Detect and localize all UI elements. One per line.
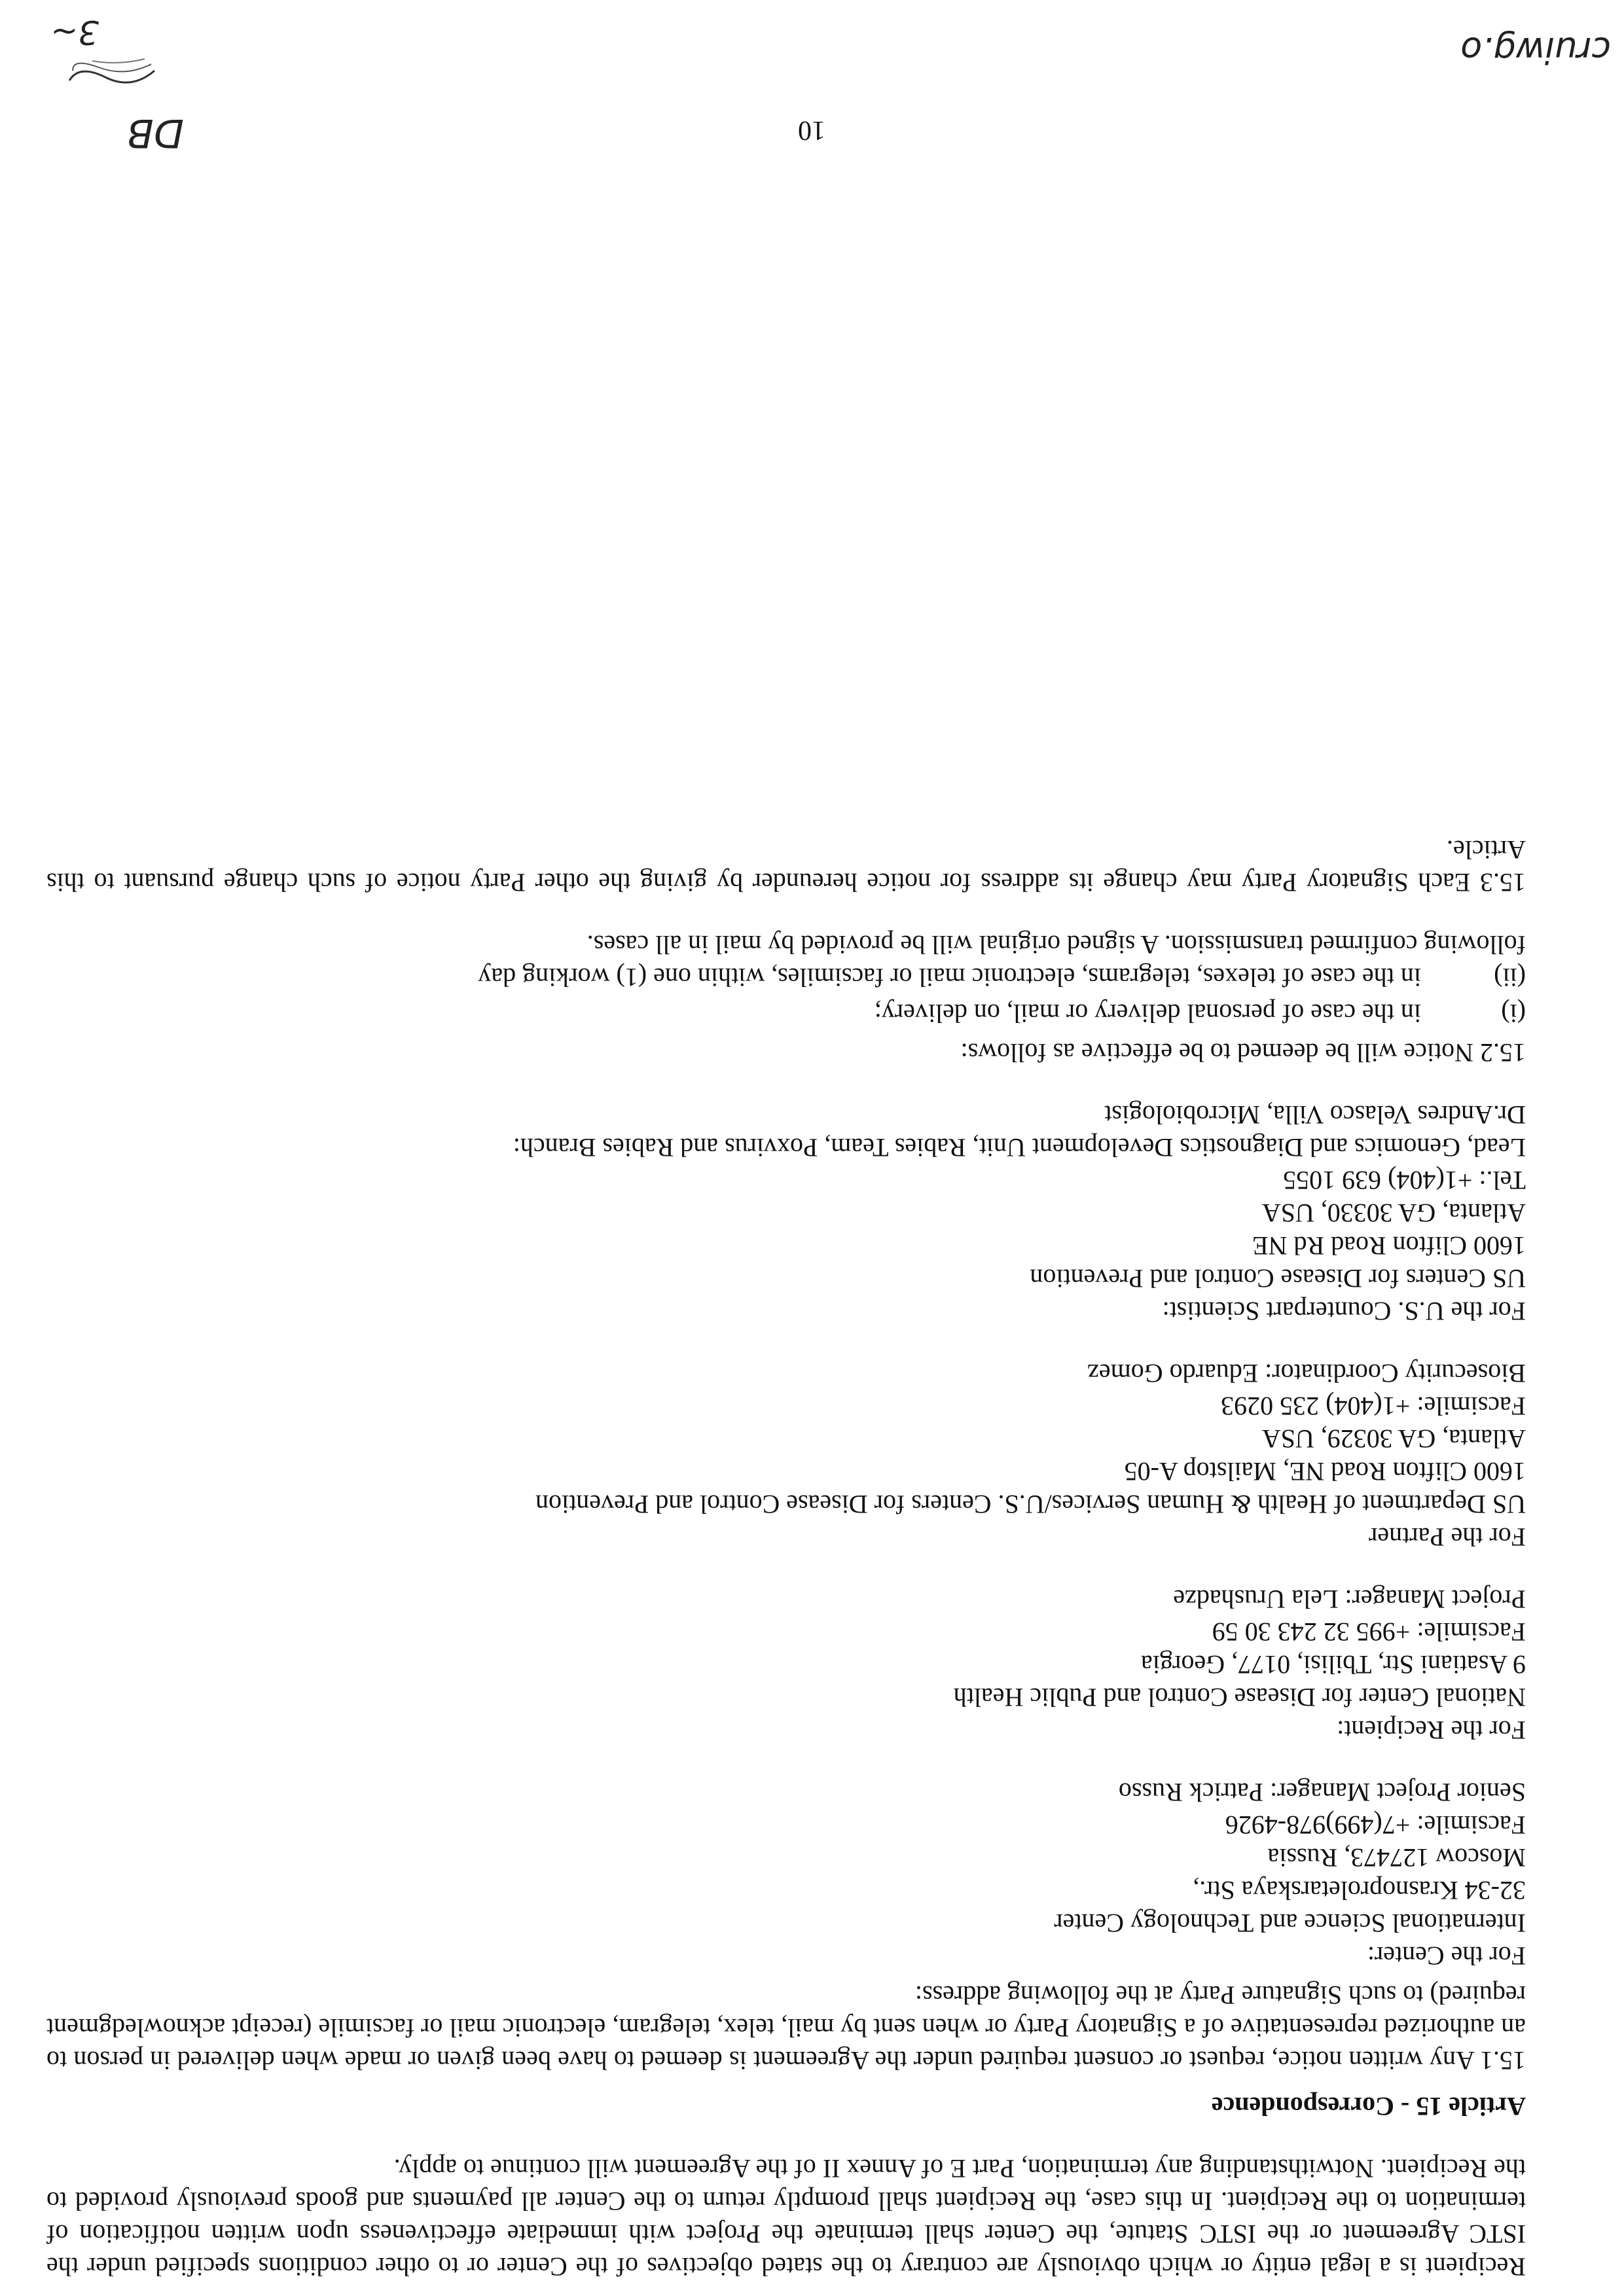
handwritten-initials-corner: 3~ xyxy=(50,13,99,51)
recipient-line: National Center for Disease Control and Public Health xyxy=(953,1683,1526,1712)
partner-line: Facsimile: +1(404) 235 0293 xyxy=(1221,1391,1526,1421)
center-label: For the Center: xyxy=(1367,1941,1526,1971)
counterpart-line: Dr.Andres Velasco Villa, Microbiologist xyxy=(1104,1100,1526,1130)
center-line: International Science and Technology Center xyxy=(1054,1909,1526,1938)
center-line: Senior Project Manager: Patrick Russo xyxy=(1118,1778,1526,1807)
partner-line: US Department of Health & Human Services/U.S. Centers for Disease Control and Prevention xyxy=(535,1490,1526,1519)
partner-line: 1600 Clifton Road NE, Mailstop A-05 xyxy=(1124,1457,1526,1486)
counterpart-line: 1600 Clifton Road Rd NE xyxy=(1252,1231,1526,1261)
item-i-text: in the case of personal delivery or mail, on delivery; xyxy=(874,999,1421,1028)
item-ii-continuation: following confirmed transmission. A signed original will be provided by mail in all cases. xyxy=(586,930,1526,960)
partner-line: Biosecurity Coordinator: Eduardo Gomez xyxy=(1087,1359,1526,1388)
recipient-label: For the Recipient: xyxy=(1337,1715,1526,1745)
counterpart-label: For the U.S. Counterpart Scientist: xyxy=(1162,1297,1526,1326)
counterpart-line: Tel.: +1(404) 639 1055 xyxy=(1283,1166,1526,1195)
corner-stamp-mark xyxy=(66,48,158,97)
item-i-number: (i) xyxy=(1501,999,1526,1028)
intro-paragraph: Recipient is a legal entity or which obviously are contrary to the stated objectives of the Center or to other conditions specified under the ISTC Agreement or the ISTC Statute, the Center shall terminate the Project with immediate effectiveness upon written notification of termination to the Recipient. In this case, the Recipient shall promptly return to the Center all payments and goods previously provided to the Recipient. Notwithstanding any termination, Part E of Annex II of the Agreement will continue to apply. xyxy=(46,2154,1526,2282)
recipient-line: Facsimile: +995 32 243 30 59 xyxy=(1212,1617,1526,1647)
item-ii-text: in the case of telexes, telegrams, electronic mail or facsimiles, within one (1) working day xyxy=(478,963,1421,992)
center-line: 32-34 Krasnoproletarskaya Str., xyxy=(1193,1876,1526,1905)
counterpart-line: Atlanta, GA 30330, USA xyxy=(1261,1198,1526,1228)
partner-label: For the Partner xyxy=(1369,1522,1526,1552)
paragraph-15-3: 15.3 Each Signatory Party may change its address for notice hereunder by giving the other Party notice of such change pursuant to this Article. xyxy=(46,835,1526,897)
center-line: Facsimile: +7(499)978-4926 xyxy=(1225,1810,1526,1840)
item-ii-number: (ii) xyxy=(1494,963,1526,992)
recipient-line: 9 Asatiani Str, Tbilisi, 0177, Georgia xyxy=(1140,1650,1526,1679)
paragraph-15-1: 15.1 Any written notice, request or consent required under the Agreement is deemed to have been given or made when delivered in person to an authorized representative of a Signatory Party or when sent by mail, telex, telegram, electronic mail or facsimile (receipt acknowledgment required) to such Signature Party at the following address: xyxy=(46,1981,1526,2075)
partner-line: Atlanta, GA 30329, USA xyxy=(1261,1424,1526,1454)
counterpart-line: US Centers for Disease Control and Prevention xyxy=(1030,1264,1526,1293)
center-line: Moscow 127473, Russia xyxy=(1267,1843,1526,1873)
recipient-line: Project Manager: Lela Urushadze xyxy=(1173,1585,1526,1614)
handwritten-note-top: cruiwg.o xyxy=(1460,29,1611,71)
handwritten-initials-db: DB xyxy=(126,110,184,156)
article-heading: Article 15 - Correspondence xyxy=(1211,2092,1526,2121)
paragraph-15-2: 15.2 Notice will be deemed to be effective as follows: xyxy=(960,1038,1526,1067)
counterpart-line: Lead, Genomics and Diagnostics Development Unit, Rabies Team, Poxvirus and Rabies Branch: xyxy=(513,1133,1526,1162)
page-number: 10 xyxy=(798,115,825,145)
